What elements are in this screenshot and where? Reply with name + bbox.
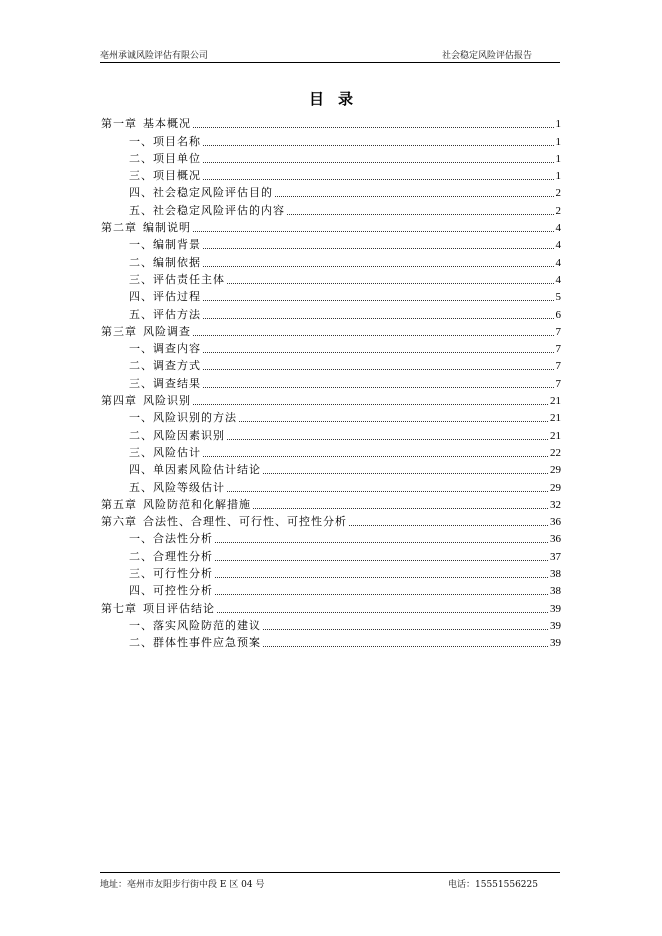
toc-chapter-number: 第二章 <box>101 221 137 235</box>
toc-section-entry[interactable] <box>101 252 561 269</box>
header-rule <box>100 62 560 63</box>
toc-entry-label <box>129 619 261 633</box>
toc-entry-text: 风险识别 <box>143 394 191 408</box>
toc-dot-leader <box>239 421 548 422</box>
toc-page-number: 7 <box>555 325 561 338</box>
toc-page-number: 36 <box>550 533 561 546</box>
toc-chapter-number: 第七章 <box>101 601 137 615</box>
toc-dot-leader <box>203 456 548 457</box>
toc-dot-leader <box>215 560 548 561</box>
toc-section-entry[interactable] <box>101 425 561 442</box>
toc-section-entry[interactable] <box>101 149 561 166</box>
toc-section-entry[interactable] <box>101 356 561 373</box>
toc-entry-text: 基本概况 <box>143 117 191 131</box>
toc-dot-leader <box>193 404 548 405</box>
toc-chapter-number: 第五章 <box>101 497 137 511</box>
toc-page-number: 7 <box>555 343 561 356</box>
toc-chapter-entry[interactable] <box>101 512 561 529</box>
toc-entry-label <box>101 515 347 529</box>
toc-dot-leader <box>203 300 554 301</box>
toc-dot-leader <box>203 318 554 319</box>
toc-entry-text: 三、项目概况 <box>129 169 201 183</box>
toc-entry-text: 项目评估结论 <box>143 601 215 615</box>
toc-entry-label <box>129 256 201 270</box>
toc-entry-text: 风险调查 <box>143 324 191 338</box>
toc-entry-text: 二、合理性分析 <box>129 549 213 563</box>
toc-entry-text: 四、可控性分析 <box>129 584 213 598</box>
toc-entry-label <box>101 602 215 616</box>
toc-entry-label <box>101 394 191 408</box>
toc-chapter-entry[interactable] <box>101 495 561 512</box>
toc-dot-leader <box>263 629 548 630</box>
toc-entry-text: 一、落实风险防范的建议 <box>129 618 261 632</box>
toc-section-entry[interactable] <box>101 477 561 494</box>
toc-dot-leader <box>203 145 554 146</box>
toc-chapter-entry[interactable] <box>101 391 561 408</box>
toc-dot-leader <box>263 473 548 474</box>
toc-page-number: 7 <box>555 377 561 390</box>
toc-entry-text: 二、项目单位 <box>129 151 201 165</box>
toc-page-number: 7 <box>555 360 561 373</box>
header-company: 亳州承诚风险评估有限公司 <box>100 51 209 61</box>
toc-dot-leader <box>203 248 554 249</box>
toc-entry-text: 四、评估过程 <box>129 290 201 304</box>
toc-entry-label <box>129 273 225 287</box>
toc-entry-text: 五、评估方法 <box>129 307 201 321</box>
toc-entry-label <box>129 290 201 304</box>
toc-entry-text: 三、调查结果 <box>129 376 201 390</box>
toc-entry-label <box>129 636 261 650</box>
toc-entry-text: 四、社会稳定风险评估目的 <box>129 186 273 200</box>
toc-chapter-number: 第三章 <box>101 324 137 338</box>
toc-page-number: 2 <box>555 204 561 217</box>
toc-dot-leader <box>215 577 548 578</box>
toc-entry-text: 二、风险因素识别 <box>129 428 225 442</box>
toc-page-number: 2 <box>555 187 561 200</box>
toc-entry-label <box>129 308 201 322</box>
toc-chapter-entry[interactable] <box>101 114 561 131</box>
toc-entry-text: 三、可行性分析 <box>129 567 213 581</box>
toc-title: 目录 <box>308 90 367 108</box>
toc-dot-leader <box>193 335 554 336</box>
toc-section-entry[interactable] <box>101 581 561 598</box>
toc-page-number: 4 <box>555 273 561 286</box>
toc-dot-leader <box>193 127 554 128</box>
toc-page-number: 1 <box>555 118 561 131</box>
toc-entry-label <box>129 567 213 581</box>
toc-entry-label <box>129 359 201 373</box>
toc-entry-text: 三、风险估计 <box>129 445 201 459</box>
toc-page-number: 36 <box>550 516 561 529</box>
toc-page-number: 1 <box>555 170 561 183</box>
toc-dot-leader <box>193 231 554 232</box>
toc-entry-text: 二、调查方式 <box>129 359 201 373</box>
toc-entry-label <box>101 498 251 512</box>
toc-dot-leader <box>203 352 554 353</box>
footer-address: 地址：亳州市友阳步行街中段 E 区 04 号 <box>100 880 265 890</box>
toc-page-number: 4 <box>555 256 561 269</box>
toc-page-number: 32 <box>550 498 561 511</box>
toc-page-number: 39 <box>550 637 561 650</box>
toc-dot-leader <box>203 179 554 180</box>
toc-section-entry[interactable] <box>101 287 561 304</box>
toc-entry-text: 三、评估责任主体 <box>129 272 225 286</box>
toc-section-entry[interactable] <box>101 270 561 287</box>
toc-page-number: 6 <box>555 308 561 321</box>
toc-entry-label <box>101 325 191 339</box>
toc-section-entry[interactable] <box>101 373 561 390</box>
toc-section-entry[interactable] <box>101 235 561 252</box>
toc-entry-label <box>129 550 213 564</box>
toc-page-number: 29 <box>550 481 561 494</box>
toc-entry-label <box>101 221 191 235</box>
toc-dot-leader <box>215 542 548 543</box>
toc-entry-label <box>129 204 285 218</box>
toc-entry-label <box>129 411 237 425</box>
toc-section-entry[interactable] <box>101 131 561 148</box>
toc-entry-text: 一、合法性分析 <box>129 532 213 546</box>
toc-page-number: 1 <box>555 152 561 165</box>
toc-entry-label <box>129 186 273 200</box>
toc-entry-text: 五、风险等级估计 <box>129 480 225 494</box>
toc-dot-leader <box>203 266 554 267</box>
toc-page-number: 1 <box>555 135 561 148</box>
toc-entry-label <box>129 238 201 252</box>
toc-entry-label <box>129 446 201 460</box>
toc-page-number: 39 <box>550 619 561 632</box>
toc-page-number: 4 <box>555 239 561 252</box>
toc-entry-text: 合法性、合理性、可行性、可控性分析 <box>143 515 347 529</box>
toc-section-entry[interactable] <box>101 529 561 546</box>
toc-section-entry[interactable] <box>101 616 561 633</box>
toc-chapter-number: 第四章 <box>101 394 137 408</box>
footer-phone: 电话：15551556225 <box>448 880 538 890</box>
toc-section-entry[interactable] <box>101 339 561 356</box>
toc-section-entry[interactable] <box>101 443 561 460</box>
toc-entry-text: 五、社会稳定风险评估的内容 <box>129 203 285 217</box>
toc-entry-label <box>129 135 201 149</box>
table-of-contents <box>101 114 561 650</box>
toc-section-entry[interactable] <box>101 408 561 425</box>
toc-entry-label <box>129 377 201 391</box>
toc-entry-text: 一、项目名称 <box>129 134 201 148</box>
toc-chapter-entry[interactable] <box>101 322 561 339</box>
toc-dot-leader <box>217 612 548 613</box>
toc-dot-leader <box>203 162 554 163</box>
toc-entry-label <box>129 342 201 356</box>
toc-page-number: 29 <box>550 464 561 477</box>
toc-page-number: 37 <box>550 550 561 563</box>
toc-entry-text: 一、编制背景 <box>129 238 201 252</box>
toc-dot-leader <box>253 508 548 509</box>
toc-entry-text: 四、单因素风险估计结论 <box>129 463 261 477</box>
toc-section-entry[interactable] <box>101 304 561 321</box>
toc-dot-leader <box>203 387 554 388</box>
toc-entry-label <box>129 169 201 183</box>
toc-chapter-entry[interactable] <box>101 218 561 235</box>
toc-entry-text: 风险防范和化解措施 <box>143 497 251 511</box>
header-report-title: 社会稳定风险评估报告 <box>441 51 532 61</box>
toc-entry-label <box>129 152 201 166</box>
toc-dot-leader <box>227 283 554 284</box>
toc-dot-leader <box>203 369 554 370</box>
toc-entry-label <box>129 429 225 443</box>
footer-rule <box>100 872 560 873</box>
toc-page-number: 39 <box>550 602 561 615</box>
toc-section-entry[interactable] <box>101 166 561 183</box>
toc-page-number: 38 <box>550 585 561 598</box>
toc-dot-leader <box>227 491 548 492</box>
page-header <box>100 48 560 62</box>
toc-section-entry[interactable] <box>101 633 561 650</box>
toc-page-number: 22 <box>550 446 561 459</box>
toc-chapter-entry[interactable] <box>101 598 561 615</box>
toc-entry-text: 二、编制依据 <box>129 255 201 269</box>
toc-page-number: 21 <box>550 429 561 442</box>
toc-section-entry[interactable] <box>101 546 561 563</box>
toc-entry-label <box>101 117 191 131</box>
toc-page-number: 38 <box>550 568 561 581</box>
toc-section-entry[interactable] <box>101 183 561 200</box>
toc-dot-leader <box>263 646 548 647</box>
toc-chapter-number: 第一章 <box>101 117 137 131</box>
toc-entry-text: 一、调查内容 <box>129 342 201 356</box>
toc-page-number: 4 <box>555 222 561 235</box>
toc-dot-leader <box>275 196 554 197</box>
toc-entry-text: 编制说明 <box>143 221 191 235</box>
toc-entry-label <box>129 532 213 546</box>
toc-page-number: 21 <box>550 395 561 408</box>
toc-entry-text: 二、群体性事件应急预案 <box>129 636 261 650</box>
toc-section-entry[interactable] <box>101 564 561 581</box>
toc-dot-leader <box>349 525 548 526</box>
toc-section-entry[interactable] <box>101 460 561 477</box>
toc-entry-label <box>129 481 225 495</box>
toc-entry-label <box>129 463 261 477</box>
toc-page-number: 5 <box>555 291 561 304</box>
toc-page-number: 21 <box>550 412 561 425</box>
toc-chapter-number: 第六章 <box>101 515 137 529</box>
toc-dot-leader <box>287 214 554 215</box>
toc-section-entry[interactable] <box>101 200 561 217</box>
toc-entry-text: 一、风险识别的方法 <box>129 411 237 425</box>
toc-entry-label <box>129 584 213 598</box>
toc-dot-leader <box>227 439 548 440</box>
toc-dot-leader <box>215 594 548 595</box>
